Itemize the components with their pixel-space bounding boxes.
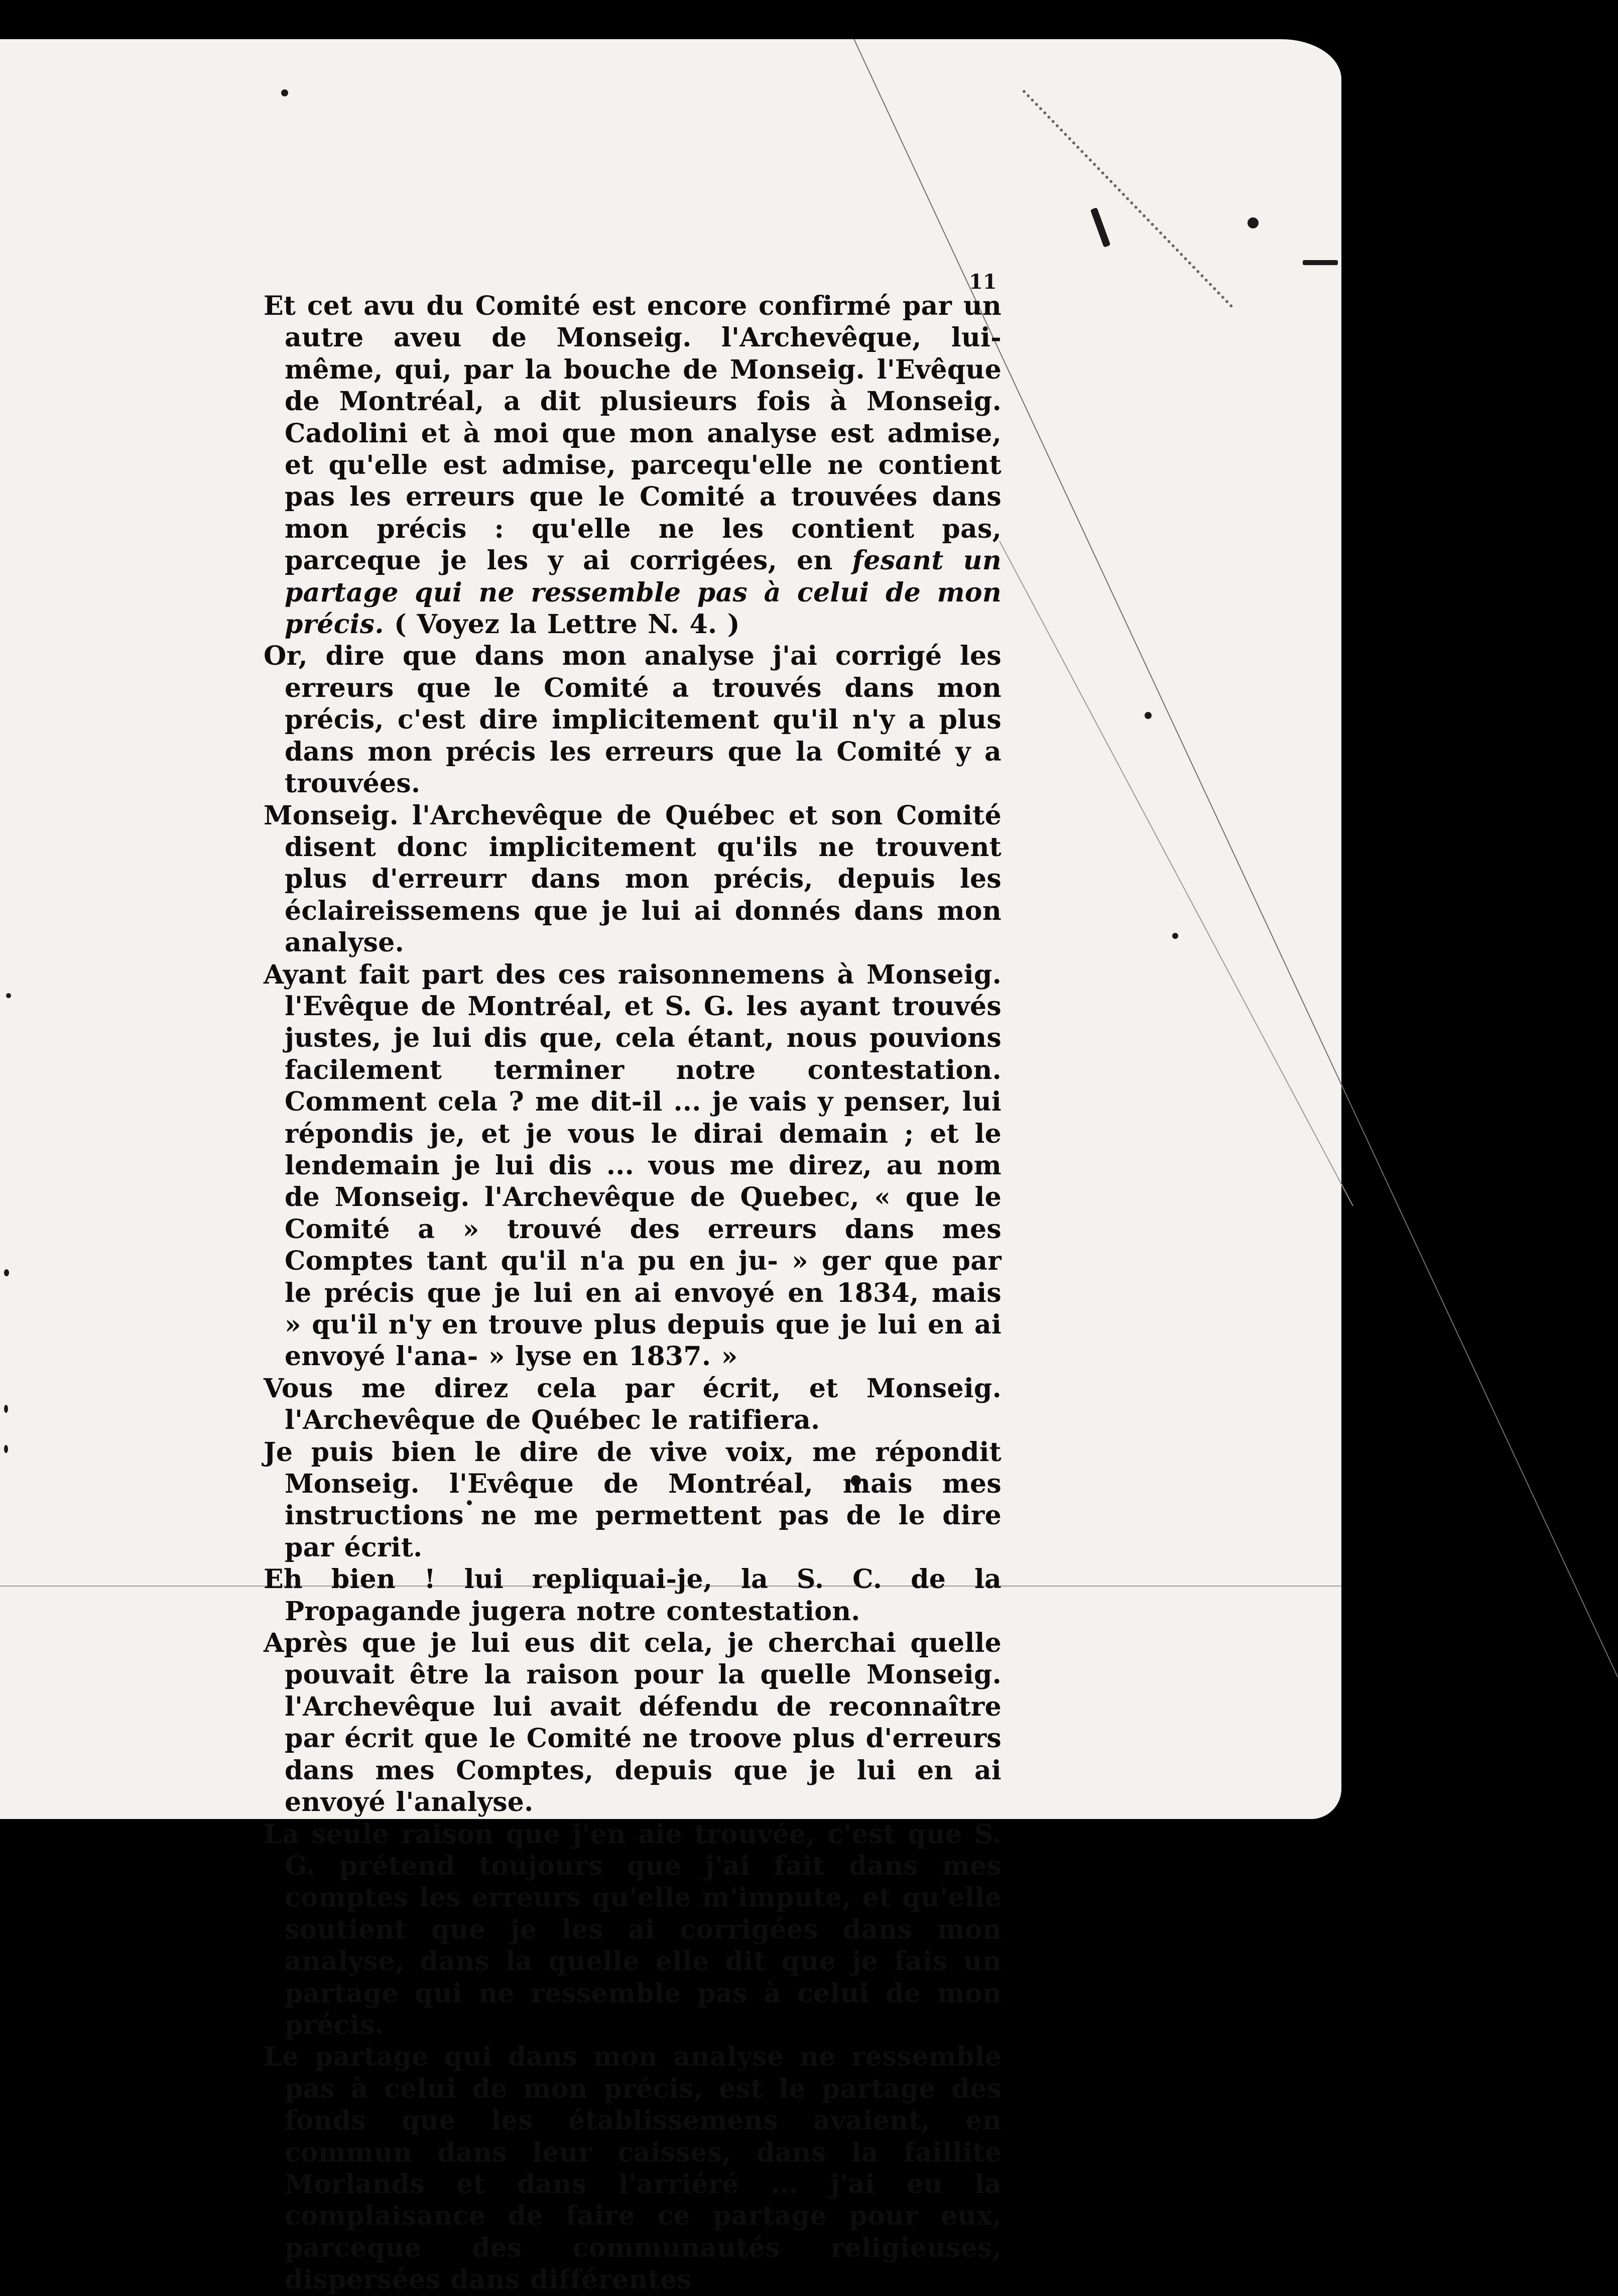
ink-speck bbox=[1172, 933, 1178, 939]
diagonal-crease bbox=[999, 541, 1353, 1206]
ink-speck bbox=[1090, 207, 1111, 248]
paragraph: Or, dire que dans mon analyse j'ai corrigé les erreurs que le Comité a trouvés dans mon précis, c'est dire implicitement qu'il n'y a plus dans mon précis les erreurs que la Comité y a trouvées. bbox=[264, 641, 1002, 799]
paragraph bbox=[264, 290, 1002, 640]
scanned-page bbox=[0, 39, 1341, 2295]
paragraph: La seule raison que j'en aie trouvée, c'est que S. G. prétend toujours que j'ai fait dans mes comptes les erreurs qu'elle m'impute, et qu'elle soutient que je les ai corrigées dans mon analyse, dans la quelle elle dit que je fais un partage qui ne ressemble pas à celui de mon précis. bbox=[264, 1819, 1002, 2040]
page-number: 11 bbox=[969, 270, 997, 294]
page-edge-dots bbox=[1021, 89, 1233, 310]
paragraph-text: Et cet avu du Comité est encore confirmé par un autre aveu de Monseig. l'Archevêque, lui-même, qui, par la bouche de Monseig. l'Evêque de Montréal, a dit plusieurs fois à Monseig. Cadolini et à moi que mon analyse est admise, et qu'elle est admise, parcequ'elle ne contient pas les erreurs que le Comité a trouvées dans mon précis : qu'elle ne les contient pas, parceque je les y ai corrigées, en bbox=[264, 291, 1002, 576]
ink-speck bbox=[281, 89, 288, 96]
paragraph: Le partage qui dans mon analyse ne ressemble pas à celui de mon précis, est le partage des fonds que les établissemens avaient, en commun dans leur caisses, dans la faillite Morlands et dans l'arriéré ... j'ai eu la complaisance de faire ce partage pour eux, parceque des communautés religieuses, dispersées dans différentes bbox=[264, 2041, 1002, 2295]
ink-speck bbox=[1303, 260, 1338, 265]
paragraph: Ayant fait part des ces raisonnemens à Monseig. l'Evêque de Montréal, et S. G. les ayant trouvés justes, je lui dis que, cela étant, nous pouvions facilement terminer notre contestation. Comment cela ? me dit-il ... je vais y penser, lui répondis je, et je vous le dirai demain ; et le lendemain je lui dis ... vous me direz, au nom de Monseig. l'Archevêque de Quebec, « que le Comité a » trouvé des erreurs dans mes Comptes tant qu'il n'a pu en ju- » ger que par le précis que je lui en ai envoyé en 1834, mais » qu'il n'y en trouve plus depuis que je lui en ai envoyé l'ana- » lyse en 1837. » bbox=[264, 959, 1002, 1372]
ink-speck bbox=[1248, 217, 1259, 228]
paragraph: Vous me direz cela par écrit, et Monseig. l'Archevêque de Québec le ratifiera. bbox=[264, 1373, 1002, 1436]
paragraph: Après que je lui eus dit cela, je cherchai quelle pouvait être la raison pour la quelle Monseig. l'Archevêque lui avait défendu de reconnaître par écrit que le Comité ne troove plus d'erreurs dans mes Comptes, depuis que je lui en ai envoyé l'analyse. bbox=[264, 1628, 1002, 1818]
paragraph: Je puis bien le dire de vive voix, me répondit Monseig. l'Evêque de Montréal, mais mes instructions ne me permettent pas de le dire par écrit. bbox=[264, 1436, 1002, 1563]
ink-speck bbox=[4, 1445, 8, 1453]
italic-emphasis: fesant un partage qui ne ressemble pas à celui de mon précis. bbox=[285, 545, 1002, 640]
ink-speck bbox=[4, 1405, 8, 1413]
paragraph-text: ( Voyez la Lettre N. 4. ) bbox=[384, 609, 740, 640]
ink-speck bbox=[1145, 712, 1152, 719]
body-text bbox=[264, 290, 1002, 2295]
paragraph: Monseig. l'Archevêque de Québec et son Comité disent donc implicitement qu'ils ne trouvent plus d'erreurr dans mon précis, depuis les éclaireissemens que je lui ai donnés dans mon analyse. bbox=[264, 800, 1002, 958]
ink-speck bbox=[4, 1269, 9, 1276]
paragraph: Eh bien ! lui repliquai-je, la S. C. de la Propagande jugera notre contestation. bbox=[264, 1564, 1002, 1627]
ink-speck bbox=[6, 993, 11, 998]
